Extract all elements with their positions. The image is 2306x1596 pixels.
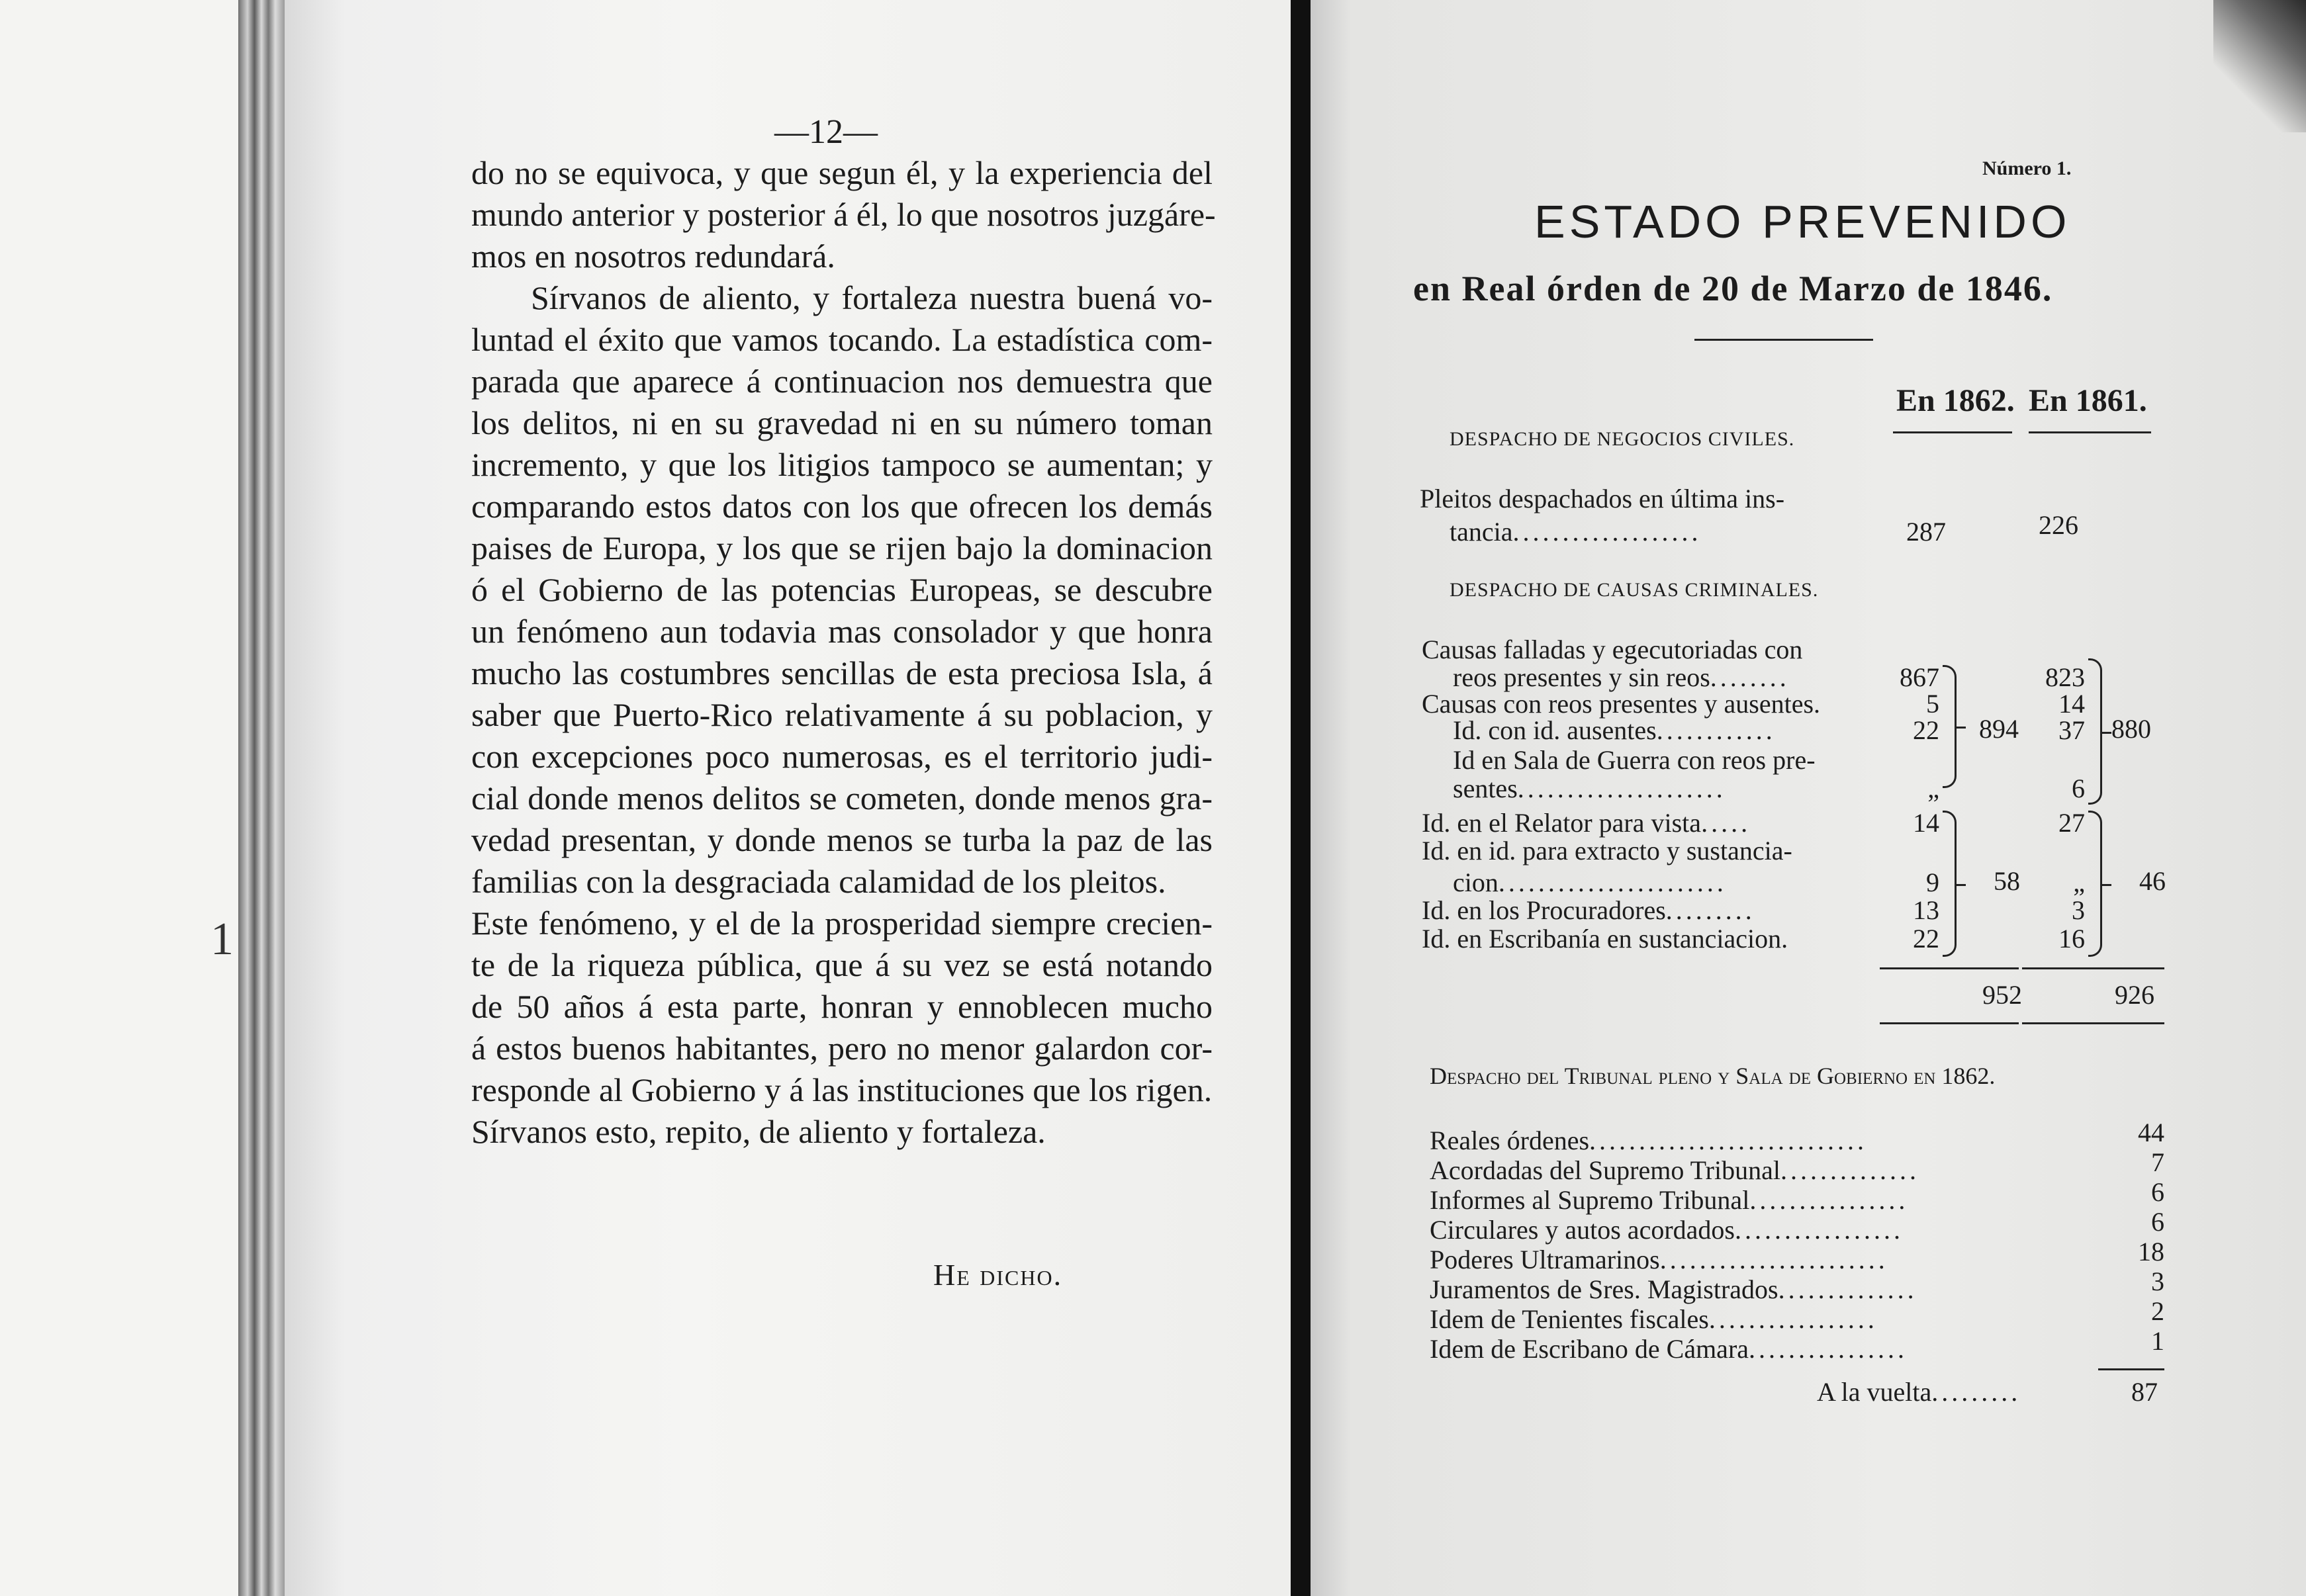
page-edge-stack: [238, 0, 285, 1596]
criminal-value-1861: 3: [2072, 895, 2085, 925]
tribunal-footer-value: 87: [2131, 1377, 2158, 1407]
tribunal-row: Reales órdenes............................: [1430, 1126, 1868, 1155]
total-rule-1861: [2022, 1022, 2164, 1024]
body-line: do no se equivoca, y que segun él, y la experiencia del: [471, 154, 1213, 191]
criminal-value-1861: 27: [2058, 808, 2085, 838]
table-subtitle: en Real órden de 20 de Marzo de 1846.: [1413, 269, 2053, 308]
book-spine: [1291, 0, 1311, 1596]
criminal-value-1861: 14: [2058, 689, 2085, 719]
body-line: Sírvanos esto, repito, de aliento y fortaleza.: [471, 1113, 1046, 1150]
page-number: —12—: [774, 113, 878, 151]
body-text: [471, 152, 1216, 1153]
criminal-row: reos presentes y sin reos........: [1453, 662, 1790, 692]
criminal-value-1861: 37: [2058, 715, 2085, 745]
table-number: Número 1.: [1982, 157, 2072, 179]
criminal-row: Id. con id. ausentes............: [1453, 715, 1776, 745]
criminal-total-1861: 926: [2115, 980, 2154, 1010]
criminal-row: Id. en el Relator para vista.....: [1422, 808, 1751, 838]
criminal-value-1862: 867: [1900, 662, 1939, 692]
criminal-row: Id en Sala de Guerra con reos pre-: [1453, 745, 1816, 775]
body-line: un fenómeno aun todavia mas consolador y que honra: [471, 613, 1213, 650]
group1-total-1862: 894: [1979, 714, 2019, 744]
criminal-value-1862: 22: [1913, 924, 1939, 953]
tribunal-row: Circulares y autos acordados.................: [1430, 1215, 1904, 1245]
sum-rule-1862: [1880, 967, 2019, 969]
tribunal-value: 44: [2138, 1118, 2164, 1147]
sum-rule-1861: [2022, 967, 2164, 969]
criminal-total-1862: 952: [1982, 980, 2022, 1010]
criminal-row: Id. en Escribanía en sustanciacion.: [1422, 924, 1788, 953]
tribunal-value: 1: [2151, 1326, 2164, 1356]
group1-total-1861: 880: [2111, 714, 2151, 744]
criminal-value-1862: „: [1927, 774, 1939, 803]
criminal-value-1862: 5: [1926, 689, 1939, 719]
body-line: mucho las costumbres sencillas de esta preciosa Isla, á: [471, 654, 1213, 691]
page-corner-shadow: [2213, 0, 2306, 132]
brace-1861-group1: [2088, 658, 2102, 805]
body-line: comparando estos datos con los que ofrecen los demás: [471, 488, 1213, 525]
tribunal-value: 18: [2138, 1237, 2164, 1266]
body-line: luntad el éxito que vamos tocando. La estadística com-: [471, 321, 1213, 358]
body-line: á estos buenos habitantes, pero no menor galardon cor-: [471, 1030, 1213, 1067]
criminal-heading: DESPACHO DE CAUSAS CRIMINALES.: [1450, 579, 1819, 601]
criminal-value-1861: 16: [2058, 924, 2085, 953]
body-line: mundo anterior y posterior á él, lo que nosotros juzgáre-: [471, 196, 1216, 233]
criminal-row: Id. en los Procuradores.........: [1422, 895, 1755, 925]
body-line: responde al Gobierno y á las instituciones que los rigen.: [471, 1071, 1213, 1108]
body-line: te de la riqueza pública, que á su vez se está notando: [471, 946, 1213, 983]
group2-total-1862: 58: [1994, 866, 2020, 896]
tribunal-value: 7: [2151, 1147, 2164, 1177]
criminal-row: Causas con reos presentes y ausentes.: [1422, 689, 1821, 719]
tribunal-row: Juramentos de Sres. Magistrados..............: [1430, 1274, 1917, 1304]
body-line: incremento, y que los litigios tampoco se aumentan; y: [471, 446, 1213, 483]
year-header-1862: En 1862.: [1896, 383, 2015, 418]
year-header-1861: En 1861.: [2029, 383, 2147, 418]
criminal-value-1862: 13: [1913, 895, 1939, 925]
body-line: parada que aparece á continuacion nos demuestra que: [471, 363, 1213, 400]
body-line: los delitos, ni en su gravedad ni en su número toman: [471, 404, 1213, 441]
criminal-value-1862: 14: [1913, 808, 1939, 838]
civil-value-1862: 287: [1906, 517, 1946, 547]
body-line: de 50 años á esta parte, honran y ennoblecen mucho: [471, 988, 1213, 1025]
year-rule-1862: [1893, 431, 2012, 433]
civil-line-2: tancia...................: [1450, 517, 1702, 547]
body-line: saber que Puerto-Rico relativamente á su poblacion, y: [471, 696, 1213, 733]
total-rule-1862: [1880, 1022, 2019, 1024]
criminal-value-1861: „: [2073, 867, 2085, 897]
tribunal-row: Idem de Tenientes fiscales.................: [1430, 1304, 1878, 1334]
signature: He dicho.: [933, 1258, 1063, 1292]
body-line: mos en nosotros redundará.: [471, 238, 835, 275]
body-line: Este fenómeno, y el de la prosperidad siempre crecien-: [471, 905, 1213, 942]
tribunal-row: Idem de Escribano de Cámara................: [1430, 1334, 1908, 1364]
title-divider: [1694, 339, 1873, 341]
brace-1861-group2: [2088, 811, 2102, 957]
margin-mark: 1: [210, 914, 234, 965]
tribunal-row: Acordadas del Supremo Tribunal..............: [1430, 1155, 1919, 1185]
civil-heading: DESPACHO DE NEGOCIOS CIVILES.: [1450, 428, 1795, 450]
body-line: familias con la desgraciada calamidad de los pleitos.: [471, 863, 1166, 900]
group2-total-1861: 46: [2139, 866, 2166, 896]
criminal-value-1861: 823: [2045, 662, 2085, 692]
body-line: Sírvanos de aliento, y fortaleza nuestra buená vo-: [531, 279, 1213, 316]
body-line: ó el Gobierno de las potencias Europeas, se descubre: [471, 571, 1213, 608]
criminal-row: cion.......................: [1453, 867, 1727, 897]
tribunal-value: 6: [2151, 1207, 2164, 1237]
body-line: cial donde menos delitos se cometen, donde menos gra-: [471, 779, 1213, 817]
table-title: ESTADO PREVENIDO: [1534, 196, 2071, 247]
tribunal-heading: Despacho del Tribunal pleno y Sala de Gobierno en 1862.: [1430, 1063, 1996, 1089]
criminal-value-1861: 6: [2072, 774, 2085, 803]
tribunal-sum-rule: [2098, 1368, 2164, 1370]
civil-value-1861: 226: [2039, 510, 2078, 540]
civil-line-1: Pleitos despachados en última ins-: [1420, 484, 1785, 513]
criminal-row: Causas falladas y egecutoriadas con: [1422, 635, 1803, 664]
tribunal-row: Poderes Ultramarinos.......................: [1430, 1245, 1888, 1274]
criminal-value-1862: 9: [1926, 867, 1939, 897]
body-line: con excepciones poco numerosas, es el territorio judi-: [471, 738, 1213, 775]
criminal-value-1862: 22: [1913, 715, 1939, 745]
year-rule-1861: [2029, 431, 2151, 433]
tribunal-value: 3: [2151, 1266, 2164, 1296]
tribunal-footer-label: A la vuelta.........: [1817, 1377, 2021, 1407]
tribunal-row: Informes al Supremo Tribunal................: [1430, 1185, 1909, 1215]
body-line: vedad presentan, y donde menos se turba la paz de las: [471, 821, 1213, 858]
criminal-row: Id. en id. para extracto y sustancia-: [1422, 836, 1792, 865]
tribunal-value: 6: [2151, 1177, 2164, 1207]
brace-1862-group2: [1943, 811, 1957, 957]
brace-1862-group1: [1943, 665, 1957, 788]
body-line: paises de Europa, y los que se rijen bajo la dominacion: [471, 529, 1213, 566]
criminal-row: sentes.....................: [1453, 774, 1726, 803]
tribunal-value: 2: [2151, 1296, 2164, 1326]
